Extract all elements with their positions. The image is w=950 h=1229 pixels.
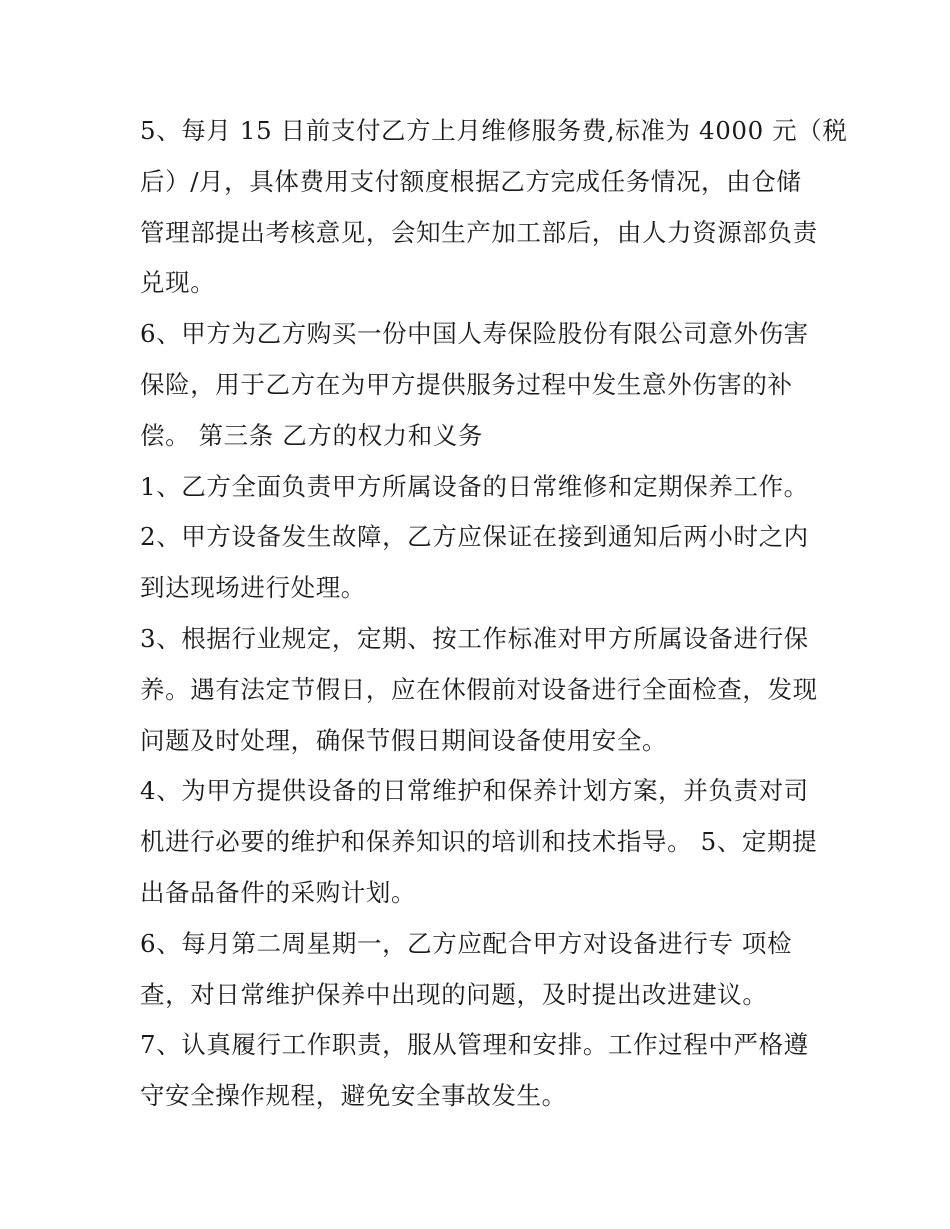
text-line: 到达现场进行处理。 bbox=[140, 573, 366, 603]
text-line: 问题及时处理，确保节假日期间设备使用安全。 bbox=[140, 725, 668, 755]
text-line: 管理部提出考核意见，会知生产加工部后，由人力资源部负责 bbox=[140, 217, 818, 247]
text-line: 2、甲方设备发生故障，乙方应保证在接到通知后两小时之内 bbox=[140, 522, 809, 552]
text-line: 7、认真履行工作职责，服从管理和安排。工作过程中严格遵 bbox=[140, 1030, 809, 1060]
text-line: 4、为甲方提供设备的日常维护和保养计划方案，并负责对司 bbox=[140, 776, 809, 806]
document-body bbox=[140, 106, 848, 1122]
text-line: 6、甲方为乙方购买一份中国人寿保险股份有限公司意外伤害 bbox=[140, 319, 809, 349]
text-line: 6、每月第二周星期一，乙方应配合甲方对设备进行专 项检 bbox=[140, 928, 793, 958]
text-line: 后）/月，具体费用支付额度根据乙方完成任务情况，由仓储 bbox=[140, 166, 802, 196]
text-line: 查，对日常维护保养中出现的问题，及时提出改进建议。 bbox=[140, 979, 768, 1009]
text-line: 5、每月 15 日前支付乙方上月维修服务费,标准为 4000 元（税 bbox=[140, 116, 848, 145]
text-line: 1、乙方全面负责甲方所属设备的日常维修和定期保养工作。 bbox=[140, 471, 809, 501]
text-line: 守安全操作规程，避免安全事故发生。 bbox=[140, 1081, 567, 1111]
text-line: 3、根据行业规定，定期、按工作标准对甲方所属设备进行保 bbox=[140, 623, 809, 653]
text-line: 养。遇有法定节假日，应在休假前对设备进行全面检查，发现 bbox=[140, 674, 818, 704]
text-line: 机进行必要的维护和保养知识的培训和技术指导。 5、定期提 bbox=[140, 827, 818, 857]
text-line: 出备品备件的采购计划。 bbox=[140, 877, 417, 907]
text-line: 兑现。 bbox=[140, 268, 216, 298]
text-line: 保险，用于乙方在为甲方提供服务过程中发生意外伤害的补 bbox=[140, 369, 793, 399]
text-line: 偿。 第三条 乙方的权力和义务 bbox=[140, 420, 484, 450]
